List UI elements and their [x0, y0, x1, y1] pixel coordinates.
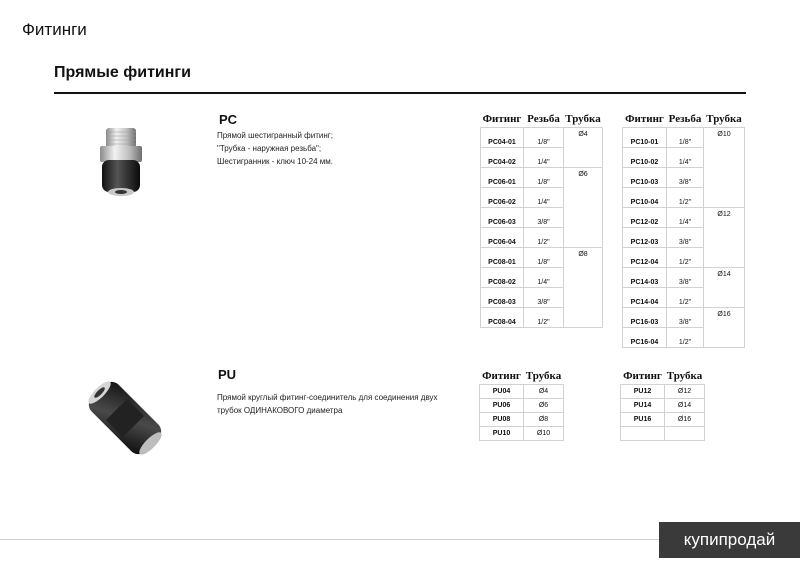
table-header: Фитинг: [623, 370, 662, 382]
thread-size: 3/8": [524, 208, 564, 228]
fitting-code: PU12: [621, 385, 665, 399]
table-header: Резьба: [668, 113, 702, 125]
description-line: "Трубка - наружная резьба";: [217, 144, 322, 153]
fitting-code: PC12-02: [623, 208, 667, 228]
fitting-code: PC08-03: [481, 288, 524, 308]
fitting-code: PC04-01: [481, 128, 524, 148]
fitting-code: PC16-03: [623, 308, 667, 328]
thread-size: 1/8": [524, 168, 564, 188]
fitting-code: PC08-04: [481, 308, 524, 328]
thread-size: 1/4": [524, 188, 564, 208]
fitting-code: PU10: [480, 427, 524, 441]
table-row: [621, 399, 705, 413]
section-divider: [54, 92, 746, 94]
table-row: [623, 308, 745, 328]
fitting-code: PC06-03: [481, 208, 524, 228]
table-header: Резьба: [527, 113, 560, 125]
tube-diameter: Ø14: [704, 268, 745, 308]
table-row: [480, 413, 564, 427]
tube-diameter: Ø6: [524, 399, 564, 413]
tube-diameter: Ø8: [564, 248, 603, 328]
fitting-code: PU06: [480, 399, 524, 413]
fitting-code: PC08-01: [481, 248, 524, 268]
fitting-code: PC04-02: [481, 148, 524, 168]
page-title: Фитинги: [22, 20, 87, 39]
description-line: Прямой шестигранный фитинг;: [217, 131, 333, 140]
table-header: Фитинг: [482, 370, 521, 382]
tube-diameter: Ø16: [665, 413, 705, 427]
table-row: [621, 385, 705, 399]
fitting-code: PC12-04: [623, 248, 667, 268]
table-row: [481, 168, 603, 188]
table-row: [621, 427, 705, 441]
table-header: Фитинг: [482, 113, 522, 125]
tube-diameter: Ø6: [564, 168, 603, 248]
tube-diameter: Ø4: [564, 128, 603, 168]
tube-diameter: Ø10: [524, 427, 564, 441]
table-header: Трубка: [525, 370, 562, 382]
fitting-code: PC06-02: [481, 188, 524, 208]
thread-size: 3/8": [667, 308, 704, 328]
fitting-code: PU14: [621, 399, 665, 413]
tube-diameter: Ø12: [665, 385, 705, 399]
thread-size: 1/2": [667, 248, 704, 268]
table-row: [481, 128, 603, 148]
thread-size: 1/4": [524, 268, 564, 288]
thread-size: 1/8": [524, 128, 564, 148]
section-title: Прямые фитинги: [54, 64, 191, 81]
table-row: [480, 399, 564, 413]
table-row: [480, 385, 564, 399]
fitting-code: PC14-03: [623, 268, 667, 288]
table-row: [481, 248, 603, 268]
tube-diameter: Ø14: [665, 399, 705, 413]
thread-size: 3/8": [667, 268, 704, 288]
thread-size: 3/8": [524, 288, 564, 308]
table-row: [623, 268, 745, 288]
fitting-code: PC06-01: [481, 168, 524, 188]
thread-size: 1/2": [524, 308, 564, 328]
fitting-code: PC10-01: [623, 128, 667, 148]
fitting-code: PC12-03: [623, 228, 667, 248]
thread-size: 3/8": [667, 228, 704, 248]
pu-fitting-image: [84, 376, 166, 460]
table-header: Трубка: [565, 113, 601, 125]
pc-fitting-image: [92, 122, 154, 200]
fitting-code: PU04: [480, 385, 524, 399]
fitting-code: PC08-02: [481, 268, 524, 288]
description-line: трубок ОДИНАКОВОГО диаметра: [217, 406, 343, 415]
thread-size: 1/4": [524, 148, 564, 168]
thread-size: 1/2": [524, 228, 564, 248]
tube-diameter: Ø8: [524, 413, 564, 427]
description-line: Прямой круглый фитинг-соединитель для соединения двух: [217, 393, 438, 402]
fitting-code: PC10-03: [623, 168, 667, 188]
thread-size: 1/4": [667, 148, 704, 168]
fitting-code: PU08: [480, 413, 524, 427]
table-row: [480, 427, 564, 441]
thread-size: 3/8": [667, 168, 704, 188]
description-line: Шестигранник - ключ 10-24 мм.: [217, 157, 334, 166]
table-row: [621, 413, 705, 427]
thread-size: 1/2": [667, 188, 704, 208]
fitting-code: PC06-04: [481, 228, 524, 248]
tube-diameter: Ø16: [704, 308, 745, 348]
product-name-pc: PC: [219, 112, 238, 127]
thread-size: 1/4": [667, 208, 704, 228]
table-row: [623, 208, 745, 228]
tube-diameter: Ø12: [704, 208, 745, 268]
product-description-pc: [217, 129, 333, 168]
fitting-code: PC16-04: [623, 328, 667, 348]
table-header: Трубка: [706, 113, 742, 125]
tube-diameter: Ø4: [524, 385, 564, 399]
tube-diameter: [665, 427, 705, 441]
fitting-code: PC14-04: [623, 288, 667, 308]
thread-size: 1/8": [524, 248, 564, 268]
watermark-logo: купипродай: [659, 522, 800, 558]
thread-size: 1/8": [667, 128, 704, 148]
product-name-pu: PU: [218, 367, 237, 382]
fitting-code: [621, 427, 665, 441]
table-row: [623, 128, 745, 148]
thread-size: 1/2": [667, 288, 704, 308]
product-description-pu: [217, 391, 438, 417]
fitting-code: PU16: [621, 413, 665, 427]
table-header: Трубка: [666, 370, 703, 382]
table-header: Фитинг: [625, 113, 664, 125]
fitting-code: PC10-02: [623, 148, 667, 168]
tube-diameter: Ø10: [704, 128, 745, 208]
thread-size: 1/2": [667, 328, 704, 348]
fitting-code: PC10-04: [623, 188, 667, 208]
